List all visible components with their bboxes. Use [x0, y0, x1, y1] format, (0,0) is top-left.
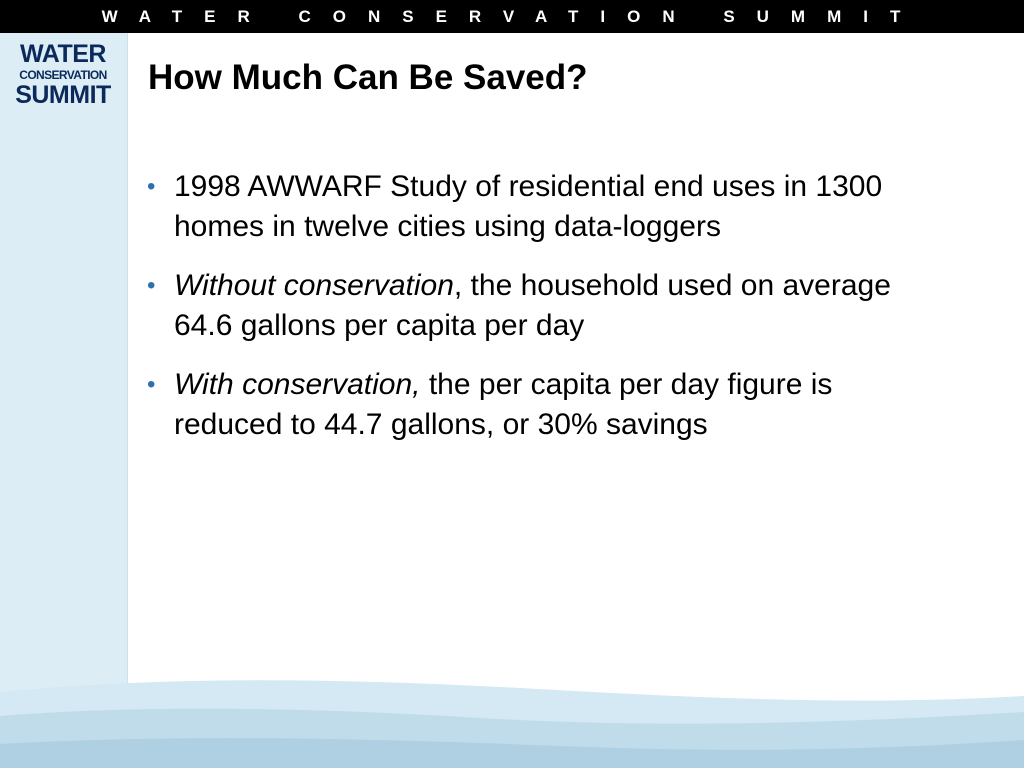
- left-sidebar: [0, 33, 128, 768]
- bullet-item-3: [147, 365, 937, 445]
- bullet-3-text: the per capita per day figure is reduced to 44.7 gallons, or 30% savings: [174, 368, 833, 441]
- bullet-dot-icon: •: [147, 173, 156, 200]
- bullet-3-italic: With conservation,: [174, 368, 421, 401]
- bullet-2-italic: Without conservation: [174, 269, 454, 302]
- bullet-item-1: [147, 167, 937, 247]
- bullet-1-text: 1998 AWWARF Study of residential end uses in 1300 homes in twelve cities using data-loggers: [174, 170, 883, 243]
- bullet-item-2: [147, 266, 937, 346]
- sidebar-divider: [127, 33, 128, 768]
- logo-line-summit: SUMMIT: [15, 81, 111, 109]
- logo-line-conservation: CONSERVATION: [19, 68, 107, 82]
- bullet-dot-icon: •: [147, 371, 156, 398]
- logo-line-water: WATER: [20, 40, 106, 68]
- banner-text: WATER CONSERVATION SUMMIT: [101, 6, 923, 26]
- top-banner: [0, 0, 1024, 33]
- bullet-list: [147, 167, 937, 464]
- bullet-dot-icon: •: [147, 272, 156, 299]
- bullet-2-text: , the household used on average 64.6 gallons per capita per day: [174, 269, 891, 342]
- summit-logo: [8, 41, 118, 109]
- water-waves-decoration: [0, 678, 1024, 768]
- slide-title: How Much Can Be Saved?: [148, 58, 588, 97]
